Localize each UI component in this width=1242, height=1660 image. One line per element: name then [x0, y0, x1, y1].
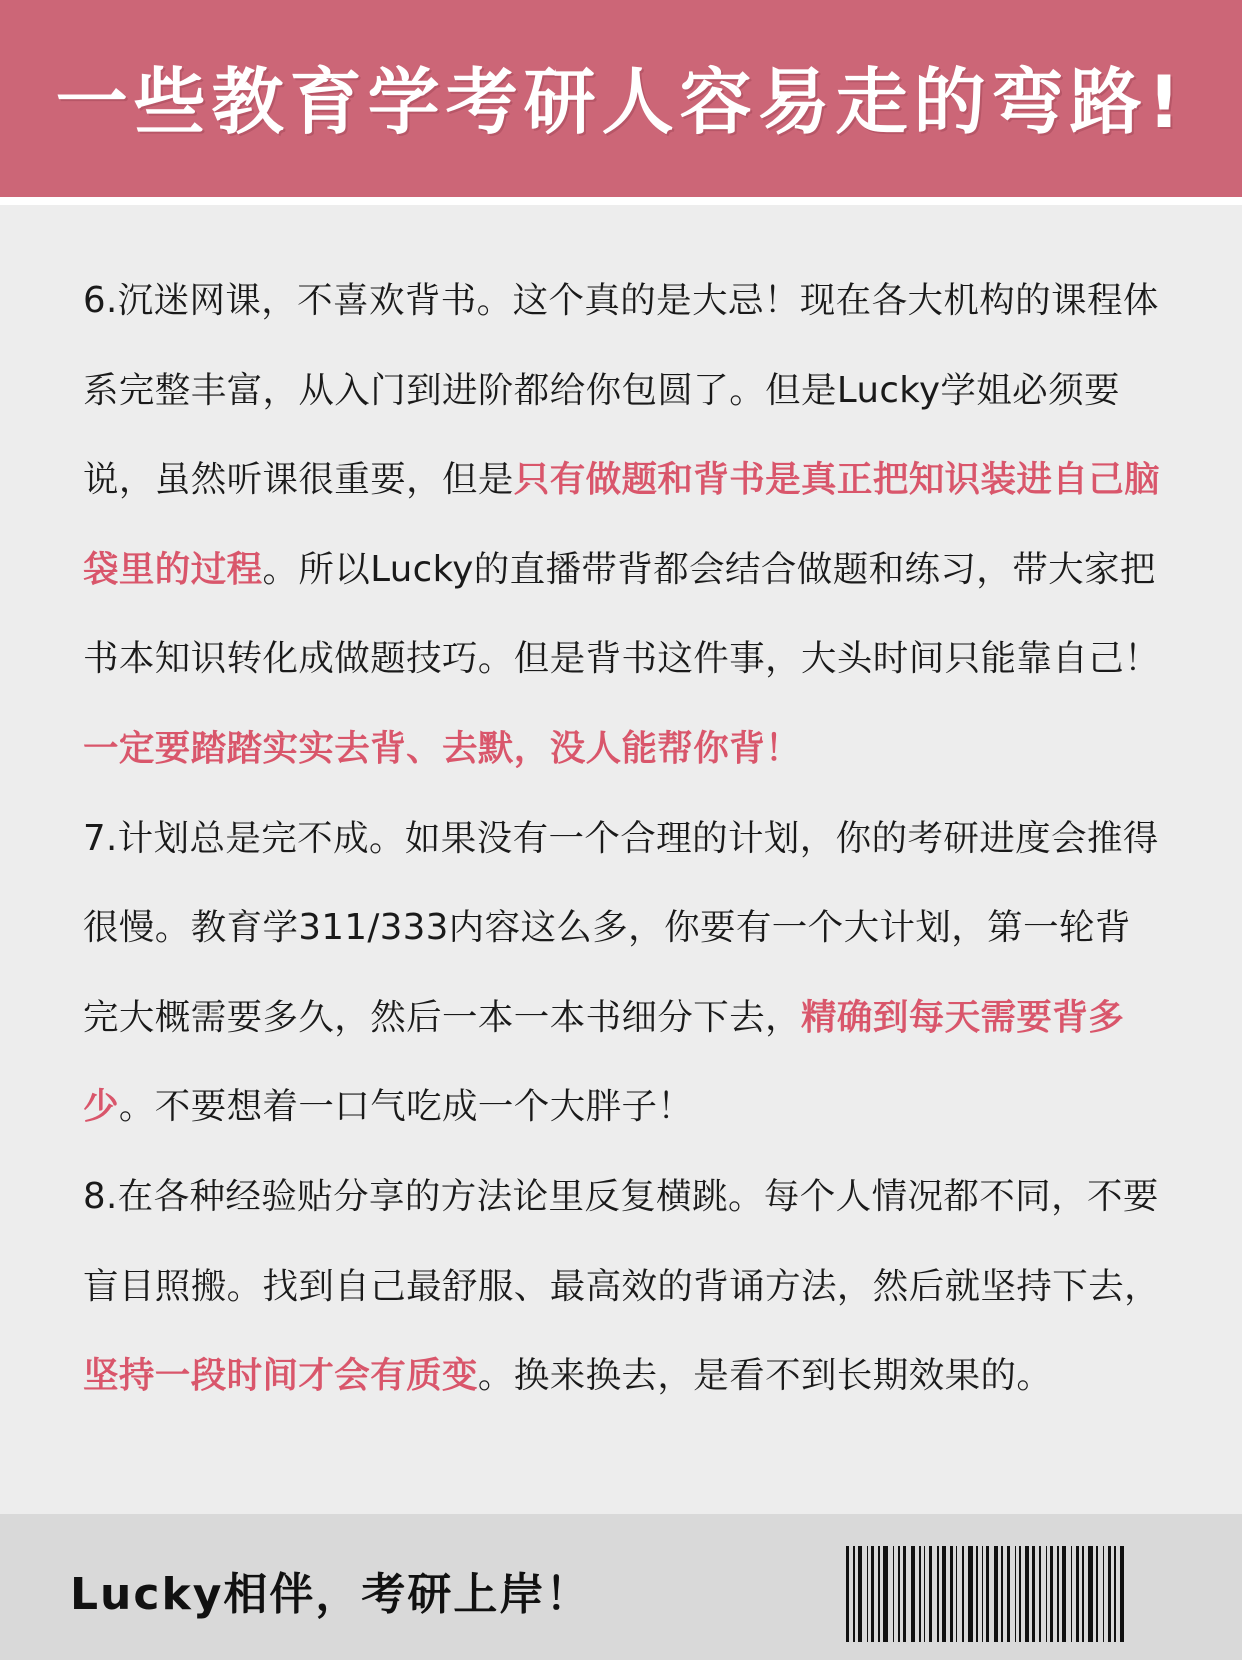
header-banner [0, 0, 1242, 205]
paragraph-6-highlight-2: 一定要踏踏实实去背、去默，没人能帮你背！ [83, 727, 802, 769]
paragraph-8-text-2: 。换来换去，是看不到长期效果的。 [477, 1355, 1053, 1397]
paragraph-8 [83, 1152, 1165, 1421]
paragraph-8-highlight-1: 坚持一段时间才会有质变 [83, 1355, 478, 1397]
paragraph-6-text-1: 6.沉迷网课，不喜欢背书。这个真的是大忌！现在各大机构的课程体系完整丰富，从入门到进阶都给你包圆了。但是Lucky学姐必须要说，虽然听课很重要，但是 [83, 280, 1159, 501]
article-body [83, 256, 1165, 1421]
paragraph-6-text-2: 。所以Lucky的直播带背都会结合做题和练习，带大家把书本知识转化成做题技巧。但是背书这件事，大头时间只能靠自己！ [83, 548, 1161, 680]
paragraph-7-text-2: 。不要想着一口气吃成一个大胖子！ [118, 1086, 694, 1128]
page-title: 一些教育学考研人容易走的弯路! [55, 59, 1187, 144]
footer-slogan: Lucky相伴，考研上岸！ [70, 1569, 592, 1620]
paragraph-6 [83, 256, 1165, 794]
paragraph-7-text-1: 7.计划总是完不成。如果没有一个合理的计划，你的考研进度会推得很慢。教育学311/333内容这么多，你要有一个大计划，第一轮背完大概需要多久，然后一本一本书细分下去， [83, 817, 1159, 1038]
paragraph-7-highlight-1: 精确到每天需要背多少 [83, 996, 1125, 1128]
paragraph-6-highlight-1: 只有做题和背书是真正把知识装进自己脑袋里的过程 [83, 459, 1161, 590]
barcode-icon [842, 1544, 1185, 1644]
paragraph-8-text-1: 8.在各种经验贴分享的方法论里反复横跳。每个人情况都不同，不要盲目照搬。找到自己最舒服、最高效的背诵方法，然后就坚持下去， [83, 1175, 1161, 1307]
footer-bar [0, 1514, 1242, 1660]
paragraph-7 [83, 794, 1165, 1152]
